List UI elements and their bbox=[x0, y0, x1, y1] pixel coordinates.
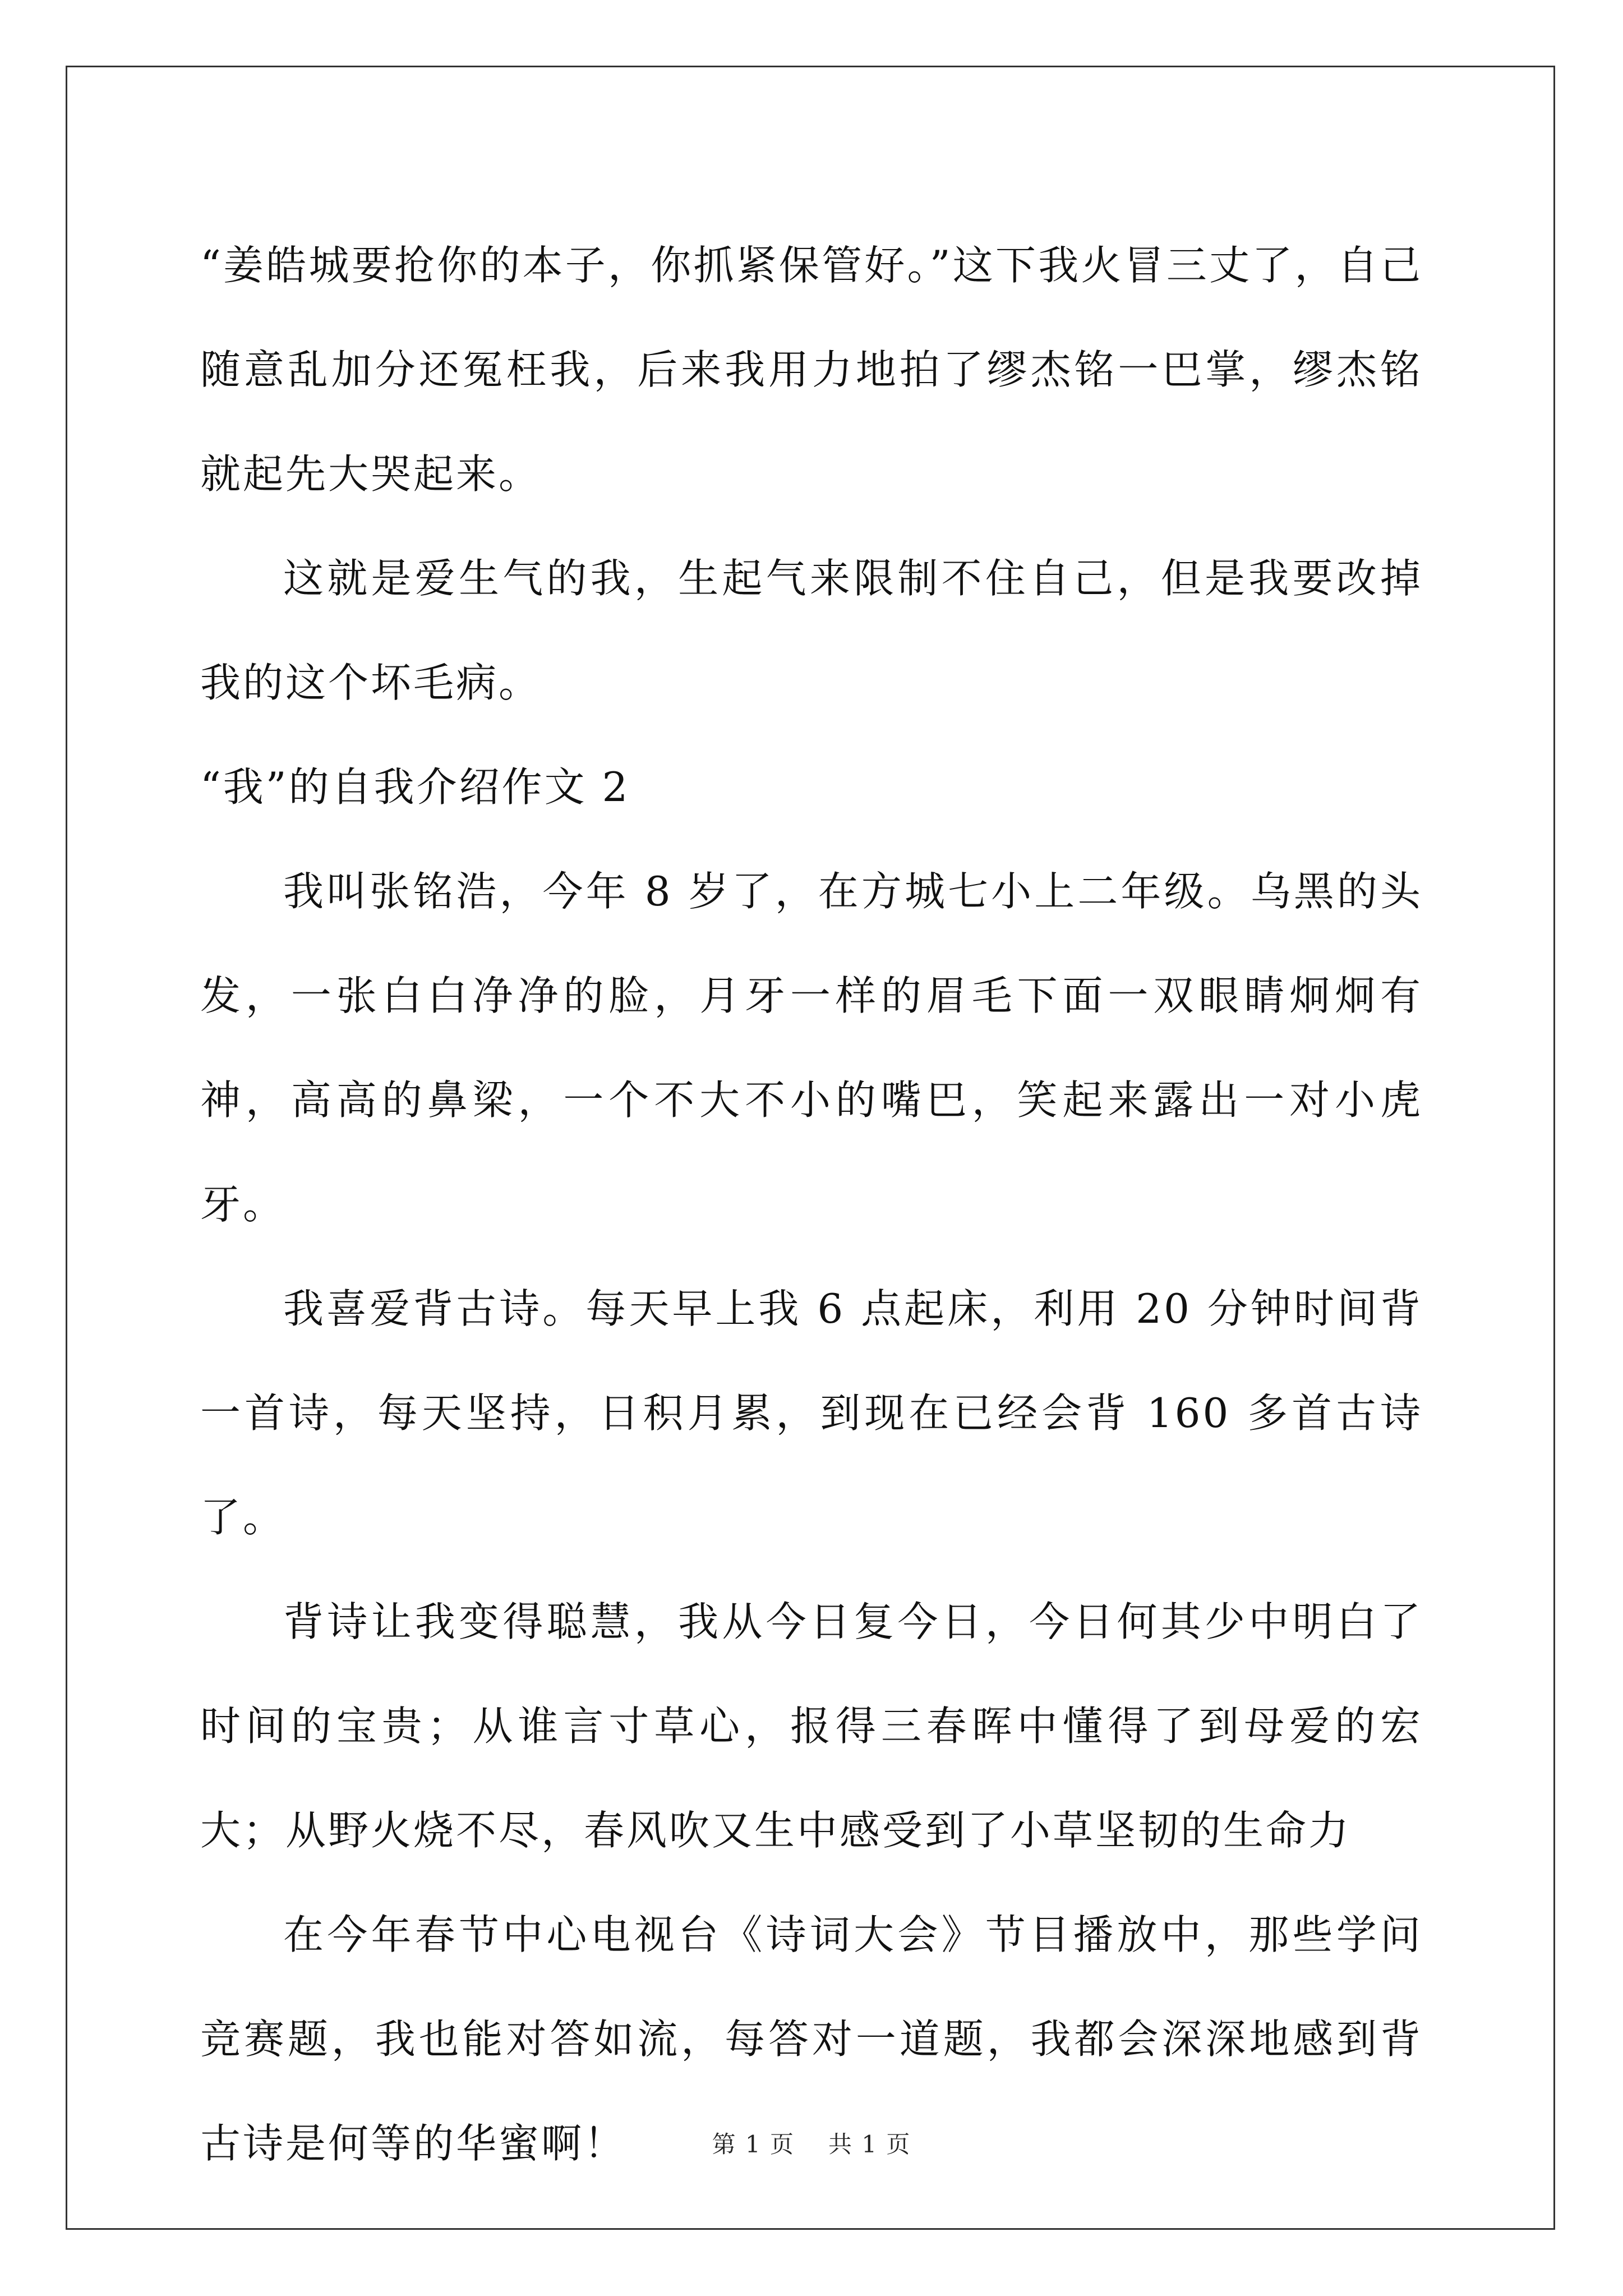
paragraph-2: 这就是爱生气的我，生起气来限制不住自己，但是我要改掉我的这个坏毛病。 bbox=[200, 555, 1423, 706]
paragraph-4: 我喜爱背古诗。每天早上我 6 点起床，利用 20 分钟时间背一首诗，每天坚持，日积月累，到现在已经会背 160 多首古诗了。 bbox=[200, 1285, 1423, 1541]
paragraph-1: “姜皓城要抢你的本子，你抓紧保管好。”这下我火冒三丈了，自己随意乱加分还冤枉我，后来我用力地拍了缪杰铭一巴掌，缪杰铭就起先大哭起来。 bbox=[200, 242, 1423, 498]
document-body bbox=[200, 213, 1423, 2196]
page-number: 第 1 页 bbox=[712, 2131, 795, 2158]
section-heading: “我”的自我介绍作文 2 bbox=[200, 763, 630, 811]
paragraph-5: 背诗让我变得聪慧，我从今日复今日，今日何其少中明白了时间的宝贵；从谁言寸草心，报得三春晖中懂得了到母爱的宏大；从野火烧不尽，春风吹又生中感受到了小草坚韧的生命力 bbox=[200, 1598, 1423, 1854]
page-total: 共 1 页 bbox=[828, 2131, 911, 2158]
paragraph-3: 我叫张铭浩，今年 8 岁了，在方城七小上二年级。乌黑的头发，一张白白净净的脸，月牙一样的眉毛下面一双眼睛炯炯有神，高高的鼻梁，一个不大不小的嘴巴，笑起来露出一对小虎牙。 bbox=[200, 868, 1423, 1228]
page-footer bbox=[0, 2126, 1623, 2160]
paragraph-6: 在今年春节中心电视台《诗词大会》节目播放中，那些学问竞赛题，我也能对答如流，每答对一道题，我都会深深地感到背古诗是何等的华蜜啊！ bbox=[200, 1911, 1423, 2167]
